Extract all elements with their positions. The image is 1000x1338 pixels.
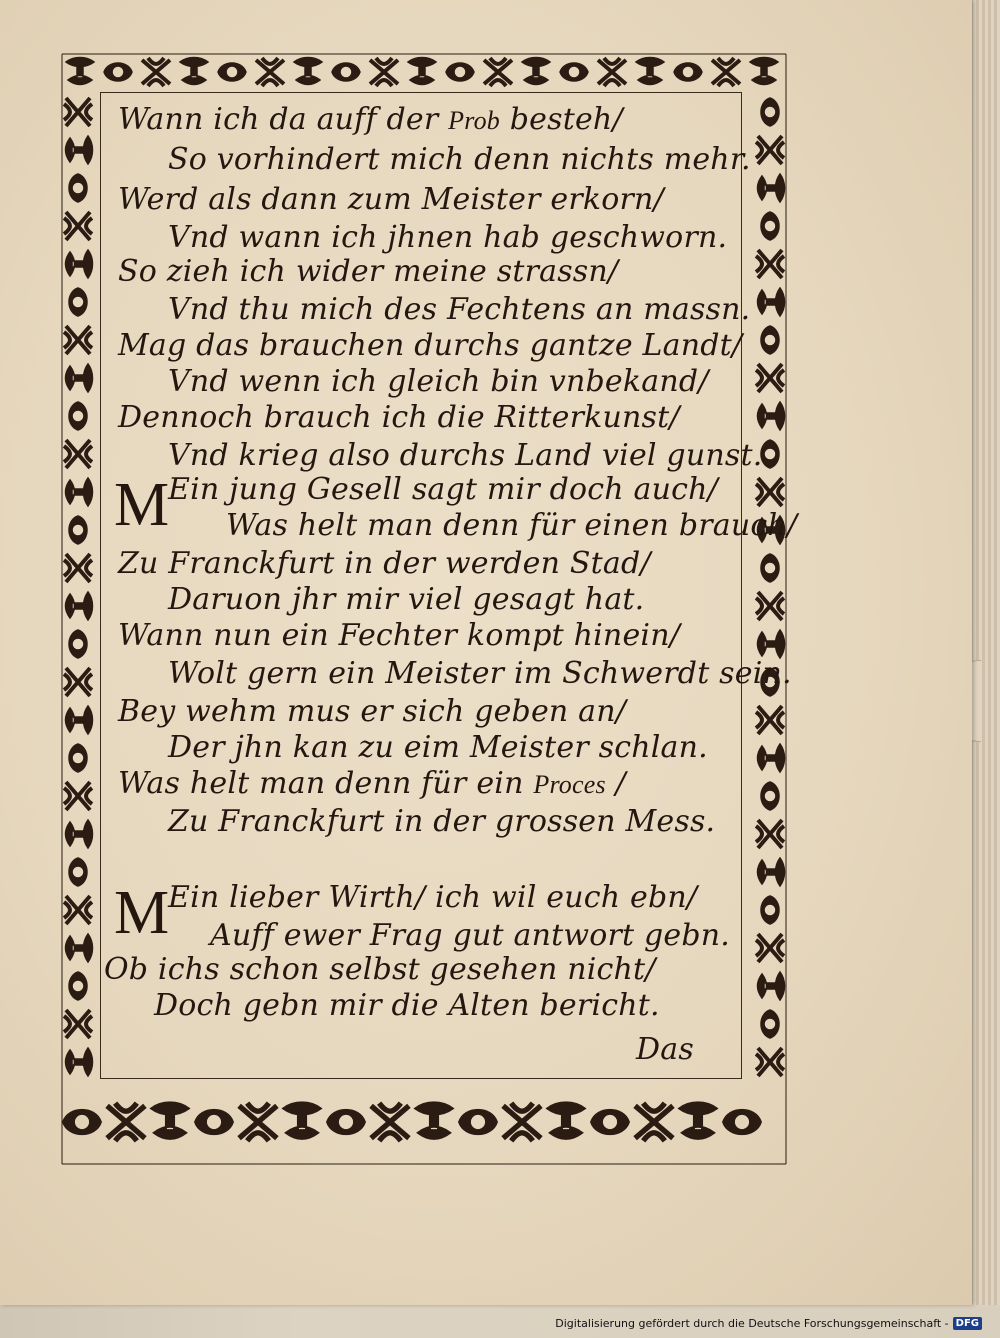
ornament-piece (723, 1110, 761, 1134)
ornament-piece (64, 98, 92, 126)
ornament-piece (69, 516, 87, 544)
verse-line-23: Ob ichs schon selbst gesehen nicht/ (104, 952, 656, 987)
ornament-piece (294, 58, 322, 85)
ornament-piece (758, 630, 785, 658)
ornament-piece (756, 934, 784, 962)
ornament-piece (104, 63, 132, 81)
latin-word-proces: Proces (533, 770, 606, 799)
ornament-piece (756, 250, 784, 278)
line-1-text: Wann ich da auff der (118, 102, 439, 137)
ornament-piece (63, 1110, 101, 1134)
ornament-piece (69, 288, 87, 316)
verse-line-14: Daruon jhr mir viel gesagt hat. (168, 582, 645, 617)
ornament-piece (239, 1103, 277, 1141)
ornament-piece (761, 554, 779, 582)
ornament-piece (761, 212, 779, 240)
verse-line-11: Ein jung Gesell sagt mir doch auch/ (168, 472, 718, 507)
ornament-piece (69, 972, 87, 1000)
ornament-piece (635, 1103, 673, 1141)
ornament-piece (758, 288, 785, 316)
ornament-piece (636, 58, 664, 85)
verse-line-24: Doch gebn mir die Alten bericht. (154, 988, 660, 1023)
verse-line-17: Bey wehm mus er sich geben an/ (118, 694, 627, 729)
ornament-piece (69, 744, 87, 772)
ornament-piece (66, 250, 93, 278)
ornament-piece (69, 174, 87, 202)
ornament-piece (69, 402, 87, 430)
ornament-piece (484, 58, 512, 86)
ornament-piece (674, 63, 702, 81)
verse-line-2: So vorhindert mich denn nichts mehr. (168, 142, 751, 177)
ornament-piece (64, 326, 92, 354)
ornament-piece (598, 58, 626, 86)
catchword: Das (636, 1032, 694, 1067)
ornament-piece (547, 1102, 585, 1138)
ornament-piece (107, 1103, 145, 1141)
verse-line-8: Vnd wenn ich gleich bin vnbekand/ (168, 364, 709, 399)
ornament-piece (283, 1102, 321, 1138)
verse-line-4: Vnd wann ich jhnen hab geschworn. (168, 220, 728, 255)
ornament-piece (151, 1102, 189, 1138)
ornament-piece (415, 1102, 453, 1138)
ornament-piece (64, 554, 92, 582)
ornament-piece (459, 1110, 497, 1134)
verse-line-7: Mag das brauchen durchs gantze Landt/ (118, 328, 743, 363)
ornament-piece (256, 58, 284, 86)
ornament-piece (758, 744, 785, 772)
ornament-piece (327, 1110, 365, 1134)
ornament-piece (522, 58, 550, 85)
credit-text: Digitalisierung gefördert durch die Deutsche Forschungsgemeinschaft - (555, 1317, 949, 1330)
ornament-piece (66, 820, 93, 848)
ornament-piece (756, 136, 784, 164)
ornament-piece (761, 326, 779, 354)
ornament-piece (758, 858, 785, 886)
line-1-tail: besteh/ (509, 102, 623, 137)
ornament-piece (64, 896, 92, 924)
ornament-piece (66, 364, 93, 392)
ornament-piece (64, 668, 92, 696)
dfg-logo: DFG (953, 1317, 982, 1330)
digitization-credit (555, 1317, 982, 1330)
verse-line-9: Dennoch brauch ich die Ritterkunst/ (118, 400, 680, 435)
verse-line-15: Wann nun ein Fechter kompt hinein/ (118, 618, 681, 653)
ornament-piece (761, 98, 779, 126)
ornament-piece (750, 58, 778, 85)
ornament-piece (66, 706, 93, 734)
ornament-piece (679, 1102, 717, 1138)
verse-line-13: Zu Franckfurt in der werden Stad/ (118, 546, 651, 581)
line-19-tail: / (615, 766, 626, 801)
ornament-piece (64, 782, 92, 810)
ornament-piece (66, 1048, 93, 1076)
ornament-piece (761, 440, 779, 468)
ornament-piece (66, 58, 94, 85)
verse-line-19 (118, 766, 626, 801)
verse-line-20: Zu Franckfurt in der grossen Mess. (168, 804, 716, 839)
ornament-piece (756, 592, 784, 620)
ornament-piece (503, 1103, 541, 1141)
ornament-piece (195, 1110, 233, 1134)
line-19-text: Was helt man denn für ein (118, 766, 524, 801)
ornament-piece (560, 63, 588, 81)
ornament-piece (408, 58, 436, 85)
ornament-piece (64, 1010, 92, 1038)
ornament-piece (756, 706, 784, 734)
ornament-piece (66, 592, 93, 620)
verse-line-22: Auff ewer Frag gut antwort gebn. (210, 918, 731, 953)
ornament-piece (761, 896, 779, 924)
ornament-piece (756, 364, 784, 392)
ornament-piece (758, 972, 785, 1000)
ornament-piece (69, 858, 87, 886)
ornament-piece (64, 440, 92, 468)
ornament-piece (64, 212, 92, 240)
ornament-piece (332, 63, 360, 81)
verse-line-5: So zieh ich wider meine strassn/ (118, 254, 619, 289)
initial-letter-2: M (114, 879, 170, 947)
verse-line-18: Der jhn kan zu eim Meister schlan. (168, 730, 708, 765)
verse-line-16: Wolt gern ein Meister im Schwerdt sein. (168, 656, 792, 691)
ornament-piece (371, 1103, 409, 1141)
ornament-piece (758, 402, 785, 430)
verse-line-21: Ein lieber Wirth/ ich wil euch ebn/ (168, 880, 698, 915)
verse-line-10: Vnd krieg also durchs Land viel gunst. (168, 438, 763, 473)
verse-line-1 (118, 102, 623, 137)
ornament-piece (66, 136, 93, 164)
ornament-piece (591, 1110, 629, 1134)
verse-line-3: Werd als dann zum Meister erkorn/ (118, 182, 664, 217)
ornament-piece (756, 1048, 784, 1076)
ornament-piece (142, 58, 170, 86)
initial-letter-1: M (114, 471, 170, 539)
ornament-piece (69, 630, 87, 658)
ornament-piece (712, 58, 740, 86)
verse-line-12: Was helt man denn für einen brauch/ (226, 508, 798, 543)
ornament-piece (758, 174, 785, 202)
ornament-piece (761, 1010, 779, 1038)
ornament-piece (66, 478, 93, 506)
ornament-piece (761, 782, 779, 810)
verse-line-6: Vnd thu mich des Fechtens an massn. (168, 292, 751, 327)
ornament-piece (66, 934, 93, 962)
ornament-piece (180, 58, 208, 85)
latin-word-prob: Prob (448, 106, 501, 135)
ornament-piece (370, 58, 398, 86)
ornament-piece (756, 478, 784, 506)
ornament-piece (446, 63, 474, 81)
ornament-piece (756, 820, 784, 848)
ornament-piece (218, 63, 246, 81)
